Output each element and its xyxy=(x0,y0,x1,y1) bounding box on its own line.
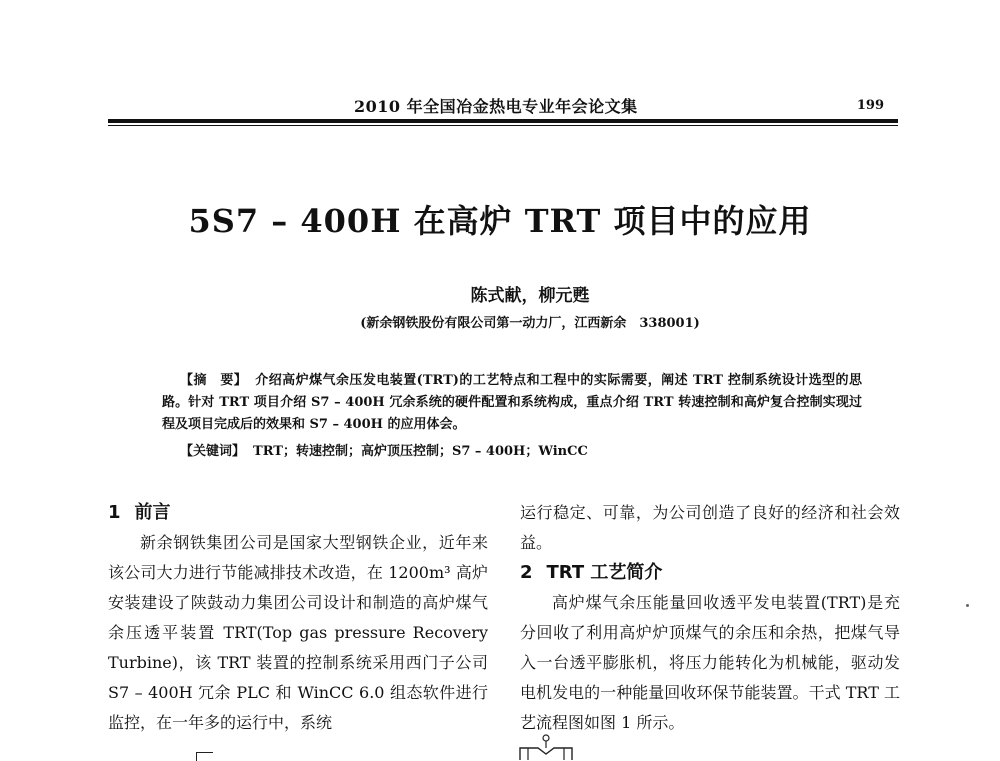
keywords xyxy=(180,440,860,459)
column-right xyxy=(520,498,900,738)
scan-speck xyxy=(966,604,969,607)
intro-paragraph: 新余钢铁集团公司是国家大型钢铁企业，近年来该公司大力进行节能减排技术改造，在 1200m³ 高炉安装建设了陕鼓动力集团公司设计和制造的高炉煤气余压透平装置 TRT(Top gas pressure Recovery Turbine)，该 TRT 装置的控制系统采用西门子公司 S7 – 400H 冗余 PLC 和 WinCC 6.0 组态软件进行监控，在一年多的运行中，系统 xyxy=(108,533,488,732)
section-title: 前言 xyxy=(134,502,171,523)
intro-continuation: 运行稳定、可靠，为公司创造了良好的经济和社会效益。 xyxy=(520,503,900,552)
column-left xyxy=(108,498,488,738)
abstract-label: 【摘 要】 xyxy=(180,373,248,388)
affiliation: (新余钢铁股份有限公司第一动力厂，江西新余 338001) xyxy=(360,316,700,331)
section-heading-intro xyxy=(108,498,488,528)
running-title: 2010 年全国冶金热电专业年会论文集 xyxy=(354,97,638,116)
keywords-label: 【关键词】 xyxy=(180,444,246,459)
abstract xyxy=(162,370,862,436)
abstract-text: 介绍高炉煤气余压发电装置(TRT)的工艺特点和工程中的实际需要，阐述 TRT 控制系统设计选型的思路。针对 TRT 项目介绍 S7 – 400H 冗余系统的硬件配置和系统构成，重点介绍 TRT 转速控制和高炉复合控制实现过程及项目完成后的效果和 S7 – 400H 的应用体会。 xyxy=(162,373,862,432)
header-rule-thick xyxy=(108,119,898,123)
authors: 陈式献，柳元甦 xyxy=(470,286,590,306)
page-number: 199 xyxy=(856,98,884,113)
section-heading-trt xyxy=(520,558,900,588)
trt-paragraph: 高炉煤气余压能量回收透平发电装置(TRT)是充分回收了利用高炉炉顶煤气的余压和余热，把煤气导入一台透平膨胀机，将压力能转化为机械能，驱动发电机发电的一种能量回收环保节能装置。干式 TRT 工艺流程图如图 1 所示。 xyxy=(520,593,900,732)
figure-1-fragment xyxy=(516,732,576,760)
section-title: TRT 工艺简介 xyxy=(546,562,663,583)
header-rule-thin xyxy=(108,125,898,126)
keywords-text: TRT；转速控制；高炉顶压控制；S7 – 400H；WinCC xyxy=(253,444,588,459)
running-header xyxy=(108,92,898,120)
paper-title: 5S7 – 400H 在高炉 TRT 项目中的应用 xyxy=(188,202,812,240)
section-number: 1 xyxy=(108,502,121,523)
section-number: 2 xyxy=(520,562,533,583)
